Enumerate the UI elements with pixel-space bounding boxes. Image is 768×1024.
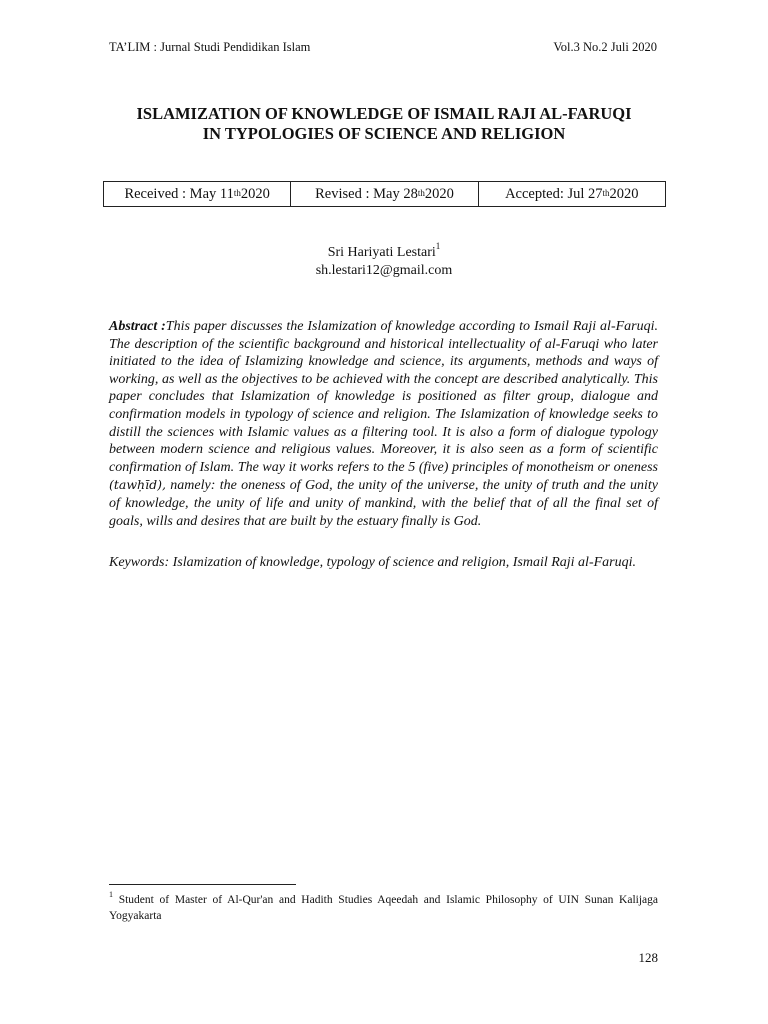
revised-date: Revised : May 28 $^{th}$ 2020 (291, 182, 478, 206)
author-block (184, 241, 584, 280)
author-footnote-mark: 1 (435, 241, 441, 252)
issue-info: Vol.3 No.2 Juli 2020 (553, 40, 657, 54)
footnote-mark: 1 (109, 890, 113, 900)
received-date: Received : May 11 $^{th}$ 2020 (104, 182, 291, 206)
footnote (109, 892, 658, 924)
keywords: Keywords: Islamization of knowledge, typology of science and religion, Ismail Raji al-Faruqi. (109, 555, 637, 570)
author-name: Sri Hariyati Lestari$^1$ (327, 241, 441, 260)
paper-title (80, 104, 688, 144)
abstract-label: Abstract : (109, 319, 166, 334)
title-line-1: ISLAMIZATION OF KNOWLEDGE OF ISMAIL RAJI AL-FARUQI (136, 104, 632, 123)
abstract-tawhid: (tawḥīd), (109, 477, 166, 493)
footnote-text: Student of Master of Al-Qur'an and Hadith Studies Aqeedah and Islamic Philosophy of UIN Sunan Kalijaga Yogyakarta (109, 894, 658, 922)
abstract-text-1: This paper discusses the Islamization of knowledge according to Ismail Raji al-Faruqi. The description of the scientific background and historical intellectuality of al-Faruqi who later initiated to the idea of Islamizing knowledge and science, its arguments, methods and ways of working, as well as the objectives to be achieved with the concept are described analytically. This paper concludes that Islamization of knowledge is positioned as filter group, dialogue and confirmation models in typology of science and religion. The Islamization of knowledge seeks to distill the sciences with Islamic values as a filtering tool. It is also a form of dialogue typology between modern science and religious values. Moreover, it is also seen as a form of scientific confirmation of Islam. The way it works refers to the 5 (five) principles of monotheism or oneness (109, 319, 659, 475)
page-number: 128 (638, 950, 658, 965)
journal-name: TA’LIM : Jurnal Studi Pendidikan Islam (109, 40, 311, 54)
abstract-text-2: namely: the oneness of God, the unity of the universe, the unity of truth and the unity of knowledge, the unity of life and unity of mankind, with the belief that of all the final set of goals, wills and desires that are built by the estuary finally is God. (109, 478, 658, 529)
author-email: sh.lestari12@gmail.com (315, 263, 453, 278)
running-header (109, 40, 657, 55)
footnote-rule (109, 884, 296, 885)
accepted-date: Accepted: Jul 27 $^{th}$ 2020 (505, 185, 639, 202)
abstract (109, 318, 658, 530)
title-line-2: IN TYPOLOGIES OF SCIENCE AND RELIGION (202, 124, 566, 143)
submission-dates-table (103, 181, 666, 207)
